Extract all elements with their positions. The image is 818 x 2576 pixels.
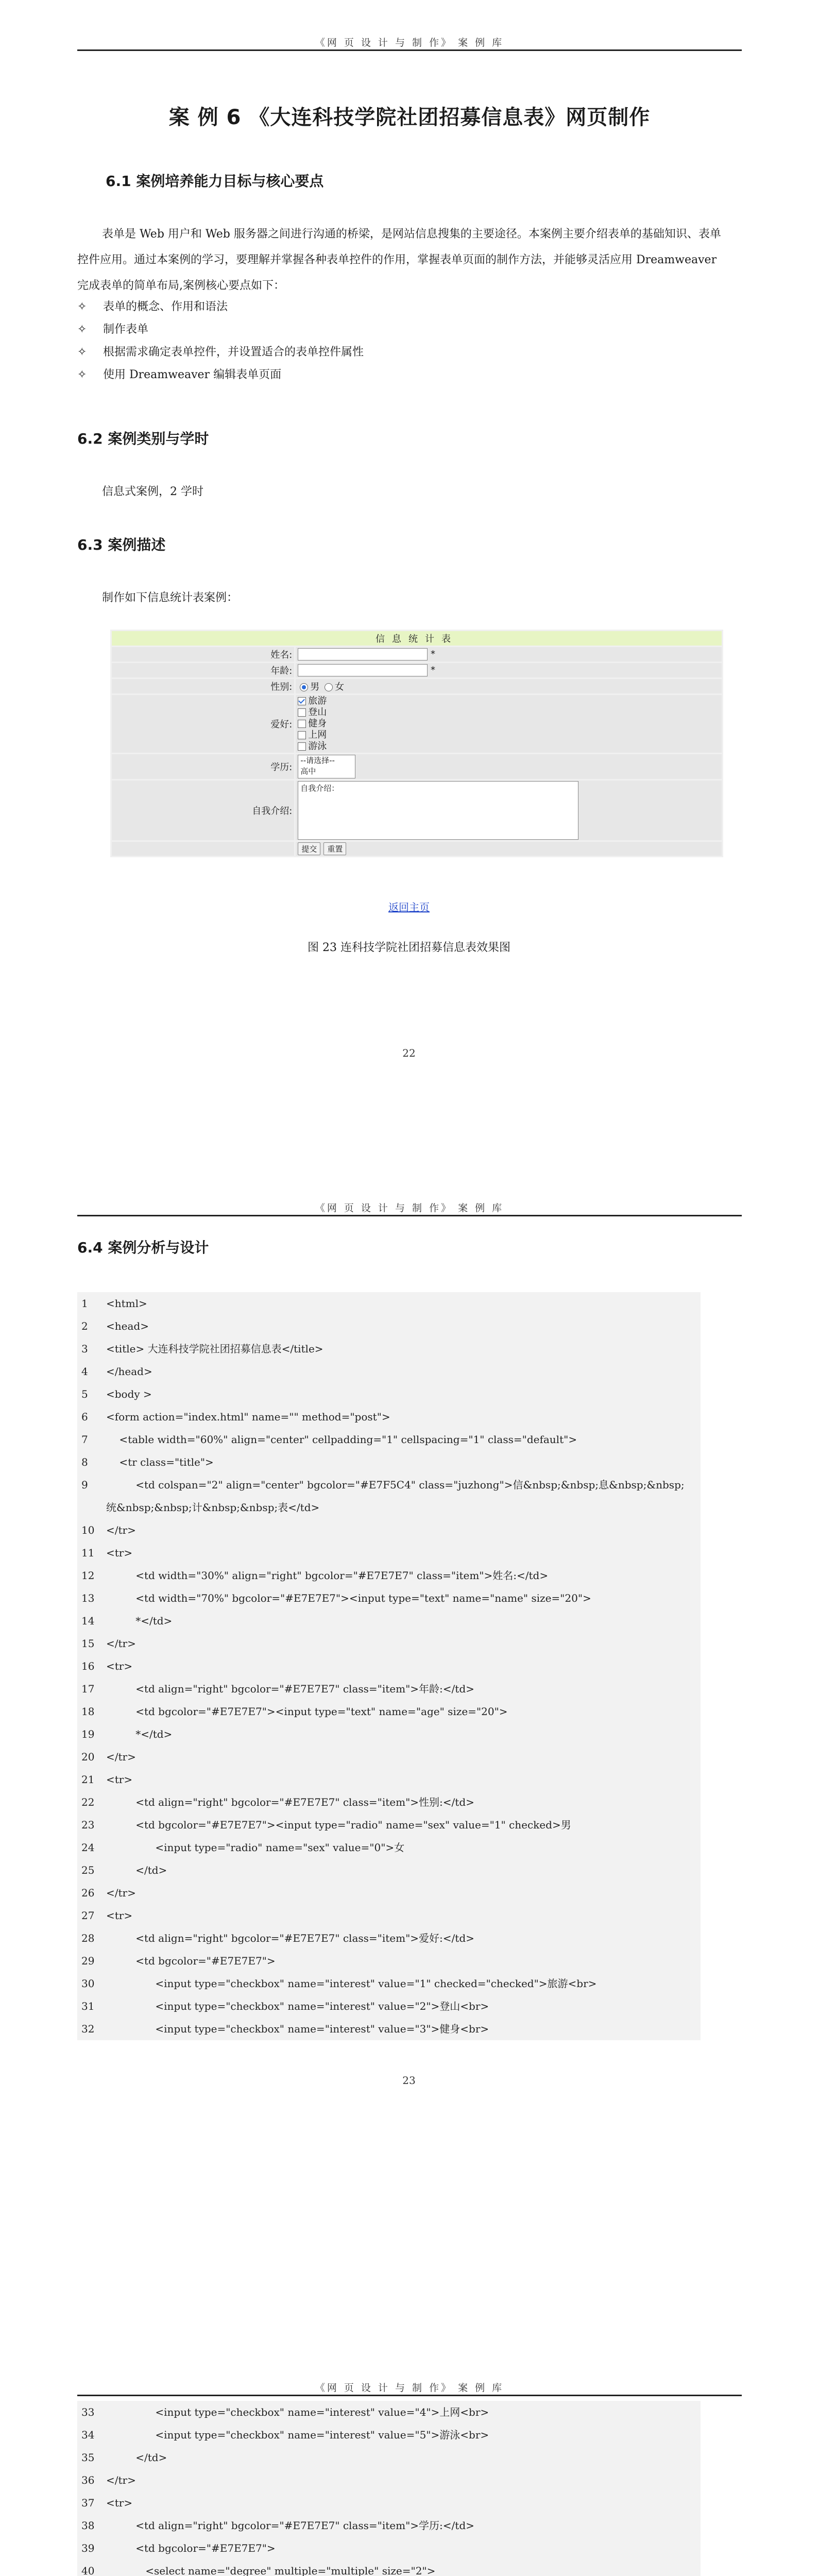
page-22 — [0, 0, 818, 1149]
empty-cell — [112, 842, 294, 856]
line-number: 1 — [81, 1297, 88, 1310]
line-number: 33 — [81, 2406, 95, 2418]
section-6-1-heading: 6.1 案例培养能力目标与核心要点 — [106, 173, 324, 190]
diamond-bullet-icon: ✧ — [77, 346, 87, 359]
sex-female-radio[interactable] — [325, 683, 333, 691]
line-number: 40 — [81, 2565, 95, 2576]
line-number: 36 — [81, 2474, 95, 2486]
code-text: 统&nbsp;&nbsp;计&nbsp;&nbsp;表</td> — [106, 1501, 320, 1514]
header-rule — [77, 2395, 742, 2396]
code-line — [77, 1473, 701, 1496]
code-text: <td align="right" bgcolor="#E7E7E7" class="item">性别:</td> — [106, 1796, 474, 1808]
code-text: <tr> — [106, 1773, 133, 1786]
list-item: ✧ 制作表单 — [77, 318, 364, 341]
core-points-list — [77, 296, 364, 386]
line-number: 16 — [81, 1660, 95, 1672]
line-number: 8 — [81, 1456, 88, 1468]
code-text: <input type="checkbox" name="interest" value="3">健身<br> — [106, 2023, 489, 2035]
section-6-2-paragraph: 信息式案例，2 学时 — [102, 485, 203, 498]
interest-option: 旅游 — [298, 696, 720, 707]
code-line — [77, 2446, 701, 2469]
code-text: <tr class="title"> — [106, 1456, 214, 1468]
line-number: 19 — [81, 1728, 95, 1740]
code-line — [77, 1564, 701, 1587]
age-input[interactable] — [298, 664, 428, 676]
code-line — [77, 1383, 701, 1405]
code-line — [77, 1950, 701, 1972]
interest-checkbox[interactable] — [298, 731, 306, 739]
code-text: <td width="70%" bgcolor="#E7E7E7"><input type="text" name="name" size="20"> — [106, 1592, 591, 1604]
line-number: 10 — [81, 1524, 95, 1536]
code-line — [77, 1655, 701, 1677]
line-number: 13 — [81, 1592, 95, 1604]
code-text: <td colspan="2" align="center" bgcolor="#E7F5C4" class="juzhong">信&nbsp;&nbsp;息&nbsp;&nbsp; — [106, 1479, 685, 1491]
name-label: 姓名: — [112, 647, 294, 662]
code-text: <input type="checkbox" name="interest" value="2">登山<br> — [106, 2000, 489, 2012]
sex-male-label: 男 — [310, 682, 320, 692]
intro-label: 自我介绍: — [112, 781, 294, 840]
line-number: 29 — [81, 1955, 95, 1967]
code-line — [77, 2401, 701, 2424]
code-block — [77, 1292, 701, 2040]
code-line — [77, 1700, 701, 1723]
line-number: 18 — [81, 1705, 95, 1718]
running-header: 《网 页 设 计 与 制 作》 案 例 库 — [315, 37, 504, 48]
line-number: 26 — [81, 1887, 95, 1899]
diamond-bullet-icon: ✧ — [77, 368, 87, 381]
code-line — [77, 1609, 701, 1632]
form-header: 信息统计表 — [112, 631, 722, 646]
code-text: <select name="degree" multiple="multiple" size="2"> — [106, 2565, 436, 2576]
interest-checkbox[interactable] — [298, 697, 306, 705]
code-line — [77, 1791, 701, 1814]
submit-button[interactable]: 提交 — [298, 842, 320, 855]
code-block — [77, 2401, 701, 2576]
line-number: 14 — [81, 1615, 95, 1627]
code-line — [77, 2424, 701, 2446]
section-6-3-heading: 6.3 案例描述 — [77, 536, 166, 553]
code-line — [77, 1768, 701, 1791]
degree-select[interactable] — [298, 755, 355, 778]
line-number: 11 — [81, 1547, 95, 1559]
code-text: </tr> — [106, 1524, 136, 1536]
code-line — [77, 1632, 701, 1655]
name-input[interactable] — [298, 648, 428, 660]
code-text: <td align="right" bgcolor="#E7E7E7" class="item">学历:</td> — [106, 2519, 474, 2532]
code-text: </tr> — [106, 2474, 136, 2486]
code-line — [77, 1496, 701, 1519]
reset-button[interactable]: 重置 — [323, 842, 346, 855]
intro-paragraph: 表单是 Web 用户和 Web 服务器之间进行沟通的桥梁，是网站信息搜集的主要途径。本案例主要介绍表单的基础知识、表单控件应用。通过本案例的学习，要理解并掌握各种表单控件的作用，掌握表单页面的制作方法，并能够灵活应用 Dreamweaver 完成表单的简单布局,案例核心要点如下： — [77, 228, 721, 292]
code-line — [77, 1337, 701, 1360]
code-text: <td align="right" bgcolor="#E7E7E7" class="item">爱好:</td> — [106, 1932, 474, 1944]
header-rule — [77, 1215, 742, 1216]
code-text: </td> — [106, 1864, 167, 1876]
sex-female-label: 女 — [335, 682, 345, 692]
line-number: 32 — [81, 2023, 95, 2035]
code-line — [77, 1405, 701, 1428]
running-header: 《网 页 设 计 与 制 作》 案 例 库 — [315, 1202, 504, 1214]
code-text: <input type="checkbox" name="interest" value="5">游泳<br> — [106, 2429, 489, 2441]
line-number: 9 — [81, 1479, 88, 1491]
section-6-3-paragraph: 制作如下信息统计表案例： — [102, 591, 238, 604]
page-number: 22 — [402, 1047, 416, 1059]
section-6-1-paragraph — [77, 222, 726, 299]
line-number: 3 — [81, 1343, 88, 1355]
line-number: 35 — [81, 2451, 95, 2464]
line-number: 22 — [81, 1796, 95, 1808]
code-line — [77, 1360, 701, 1383]
required-mark: * — [431, 649, 436, 659]
interest-option: 健身 — [298, 718, 720, 730]
line-number: 15 — [81, 1637, 95, 1650]
code-line — [77, 2492, 701, 2514]
line-number: 38 — [81, 2519, 95, 2532]
code-text: </td> — [106, 2451, 167, 2464]
code-text: <tr> — [106, 1660, 133, 1672]
line-number: 37 — [81, 2497, 95, 2509]
code-line — [77, 1587, 701, 1609]
code-text: </head> — [106, 1365, 152, 1378]
interest-checkbox[interactable] — [298, 742, 306, 751]
case-title: 案 例 6 《大连科技学院社团招募信息表》网页制作 — [168, 106, 651, 129]
code-text: </tr> — [106, 1751, 136, 1763]
running-header: 《网 页 设 计 与 制 作》 案 例 库 — [315, 2382, 504, 2394]
code-text: <input type="checkbox" name="interest" value="4">上网<br> — [106, 2406, 489, 2418]
line-number: 12 — [81, 1569, 95, 1582]
line-number: 31 — [81, 2000, 95, 2012]
code-line — [77, 1814, 701, 1836]
code-line — [77, 2537, 701, 2560]
degree-option[interactable]: --请选择-- — [300, 756, 335, 765]
section-6-4-heading: 6.4 案例分析与设计 — [77, 1239, 209, 1256]
line-number: 17 — [81, 1683, 95, 1695]
code-line — [77, 1519, 701, 1541]
code-text: <td bgcolor="#E7E7E7"> — [106, 2542, 276, 2554]
diamond-bullet-icon: ✧ — [77, 323, 87, 336]
diamond-bullet-icon: ✧ — [77, 300, 87, 313]
required-mark: * — [431, 665, 436, 675]
code-text: <table width="60%" align="center" cellpadding="1" cellspacing="1" class="default"> — [106, 1433, 577, 1446]
code-line — [77, 1995, 701, 2018]
code-text: <tr> — [106, 1547, 133, 1559]
code-text: <td bgcolor="#E7E7E7"><input type="text" name="age" size="20"> — [106, 1705, 508, 1718]
interest-checkbox[interactable] — [298, 708, 306, 717]
code-line — [77, 1451, 701, 1473]
code-text: </tr> — [106, 1887, 136, 1899]
code-line — [77, 1859, 701, 1882]
code-text: </tr> — [106, 1637, 136, 1650]
degree-label: 学历: — [112, 754, 294, 779]
interest-option: 登山 — [298, 707, 720, 718]
line-number: 4 — [81, 1365, 88, 1378]
line-number: 20 — [81, 1751, 95, 1763]
code-text: *</td> — [106, 1615, 173, 1627]
code-line — [77, 1836, 701, 1859]
code-text: <html> — [106, 1297, 147, 1310]
list-item: ✧ 使用 Dreamweaver 编辑表单页面 — [77, 364, 364, 386]
code-line — [77, 2469, 701, 2492]
list-item: ✧ 根据需求确定表单控件，并设置适合的表单控件属性 — [77, 341, 364, 364]
code-text: <td bgcolor="#E7E7E7"><input type="radio" name="sex" value="1" checked>男 — [106, 1819, 571, 1831]
figure-caption: 图 23 连科技学院社团招募信息表效果图 — [308, 941, 510, 954]
age-label: 年龄: — [112, 663, 294, 677]
code-text: <body > — [106, 1388, 152, 1400]
code-text: <td bgcolor="#E7E7E7"> — [106, 1955, 276, 1967]
line-number: 34 — [81, 2429, 95, 2441]
intro-textarea[interactable]: 自我介绍： — [298, 781, 578, 840]
code-line — [77, 1972, 701, 1995]
code-line — [77, 2018, 701, 2040]
code-text: <tr> — [106, 2497, 133, 2509]
interest-label: 爱好: — [112, 695, 294, 753]
code-line — [77, 1882, 701, 1904]
line-number: 7 — [81, 1433, 88, 1446]
line-number: 27 — [81, 1909, 95, 1922]
section-6-2-heading: 6.2 案例类别与学时 — [77, 430, 209, 447]
code-line — [77, 1315, 701, 1337]
code-text: <input type="checkbox" name="interest" value="1" checked="checked">旅游<br> — [106, 1977, 597, 1990]
header-rule — [77, 49, 742, 51]
code-text: <input type="radio" name="sex" value="0">女 — [106, 1841, 405, 1854]
sex-male-radio[interactable] — [300, 683, 308, 691]
line-number: 30 — [81, 1977, 95, 1990]
page-23 — [0, 1149, 818, 2282]
page-24 — [0, 2282, 818, 2576]
code-line — [77, 1723, 701, 1745]
code-line — [77, 1927, 701, 1950]
code-line — [77, 1428, 701, 1451]
code-line — [77, 1541, 701, 1564]
interest-option: 游泳 — [298, 741, 720, 752]
interest-option: 上网 — [298, 730, 720, 741]
code-line — [77, 2514, 701, 2537]
line-number: 6 — [81, 1411, 88, 1423]
code-line — [77, 1904, 701, 1927]
info-form-figure — [110, 630, 723, 857]
interest-checkbox[interactable] — [298, 720, 306, 728]
code-line — [77, 1677, 701, 1700]
code-line — [77, 1745, 701, 1768]
code-text: <head> — [106, 1320, 149, 1332]
page-number: 23 — [402, 2074, 416, 2087]
code-text: <form action="index.html" name="" method="post"> — [106, 1411, 390, 1423]
line-number: 23 — [81, 1819, 95, 1831]
code-line — [77, 2560, 701, 2576]
line-number: 39 — [81, 2542, 95, 2554]
line-number: 2 — [81, 1320, 88, 1332]
back-home-link[interactable]: 返回主页 — [388, 901, 430, 913]
line-number: 5 — [81, 1388, 88, 1400]
line-number: 25 — [81, 1864, 95, 1876]
code-text: <title> 大连科技学院社团招募信息表</title> — [106, 1343, 323, 1355]
line-number: 24 — [81, 1841, 95, 1854]
line-number — [77, 1496, 106, 1519]
line-number: 28 — [81, 1932, 95, 1944]
code-text: <td align="right" bgcolor="#E7E7E7" class="item">年龄:</td> — [106, 1683, 474, 1695]
code-text: <tr> — [106, 1909, 133, 1922]
line-number: 21 — [81, 1773, 95, 1786]
sex-label: 性别: — [112, 679, 294, 693]
code-text: *</td> — [106, 1728, 173, 1740]
degree-option[interactable]: 高中 — [300, 767, 316, 776]
list-item: ✧ 表单的概念、作用和语法 — [77, 296, 364, 318]
code-line — [77, 1292, 701, 1315]
code-text: <td width="30%" align="right" bgcolor="#E7E7E7" class="item">姓名:</td> — [106, 1569, 549, 1582]
